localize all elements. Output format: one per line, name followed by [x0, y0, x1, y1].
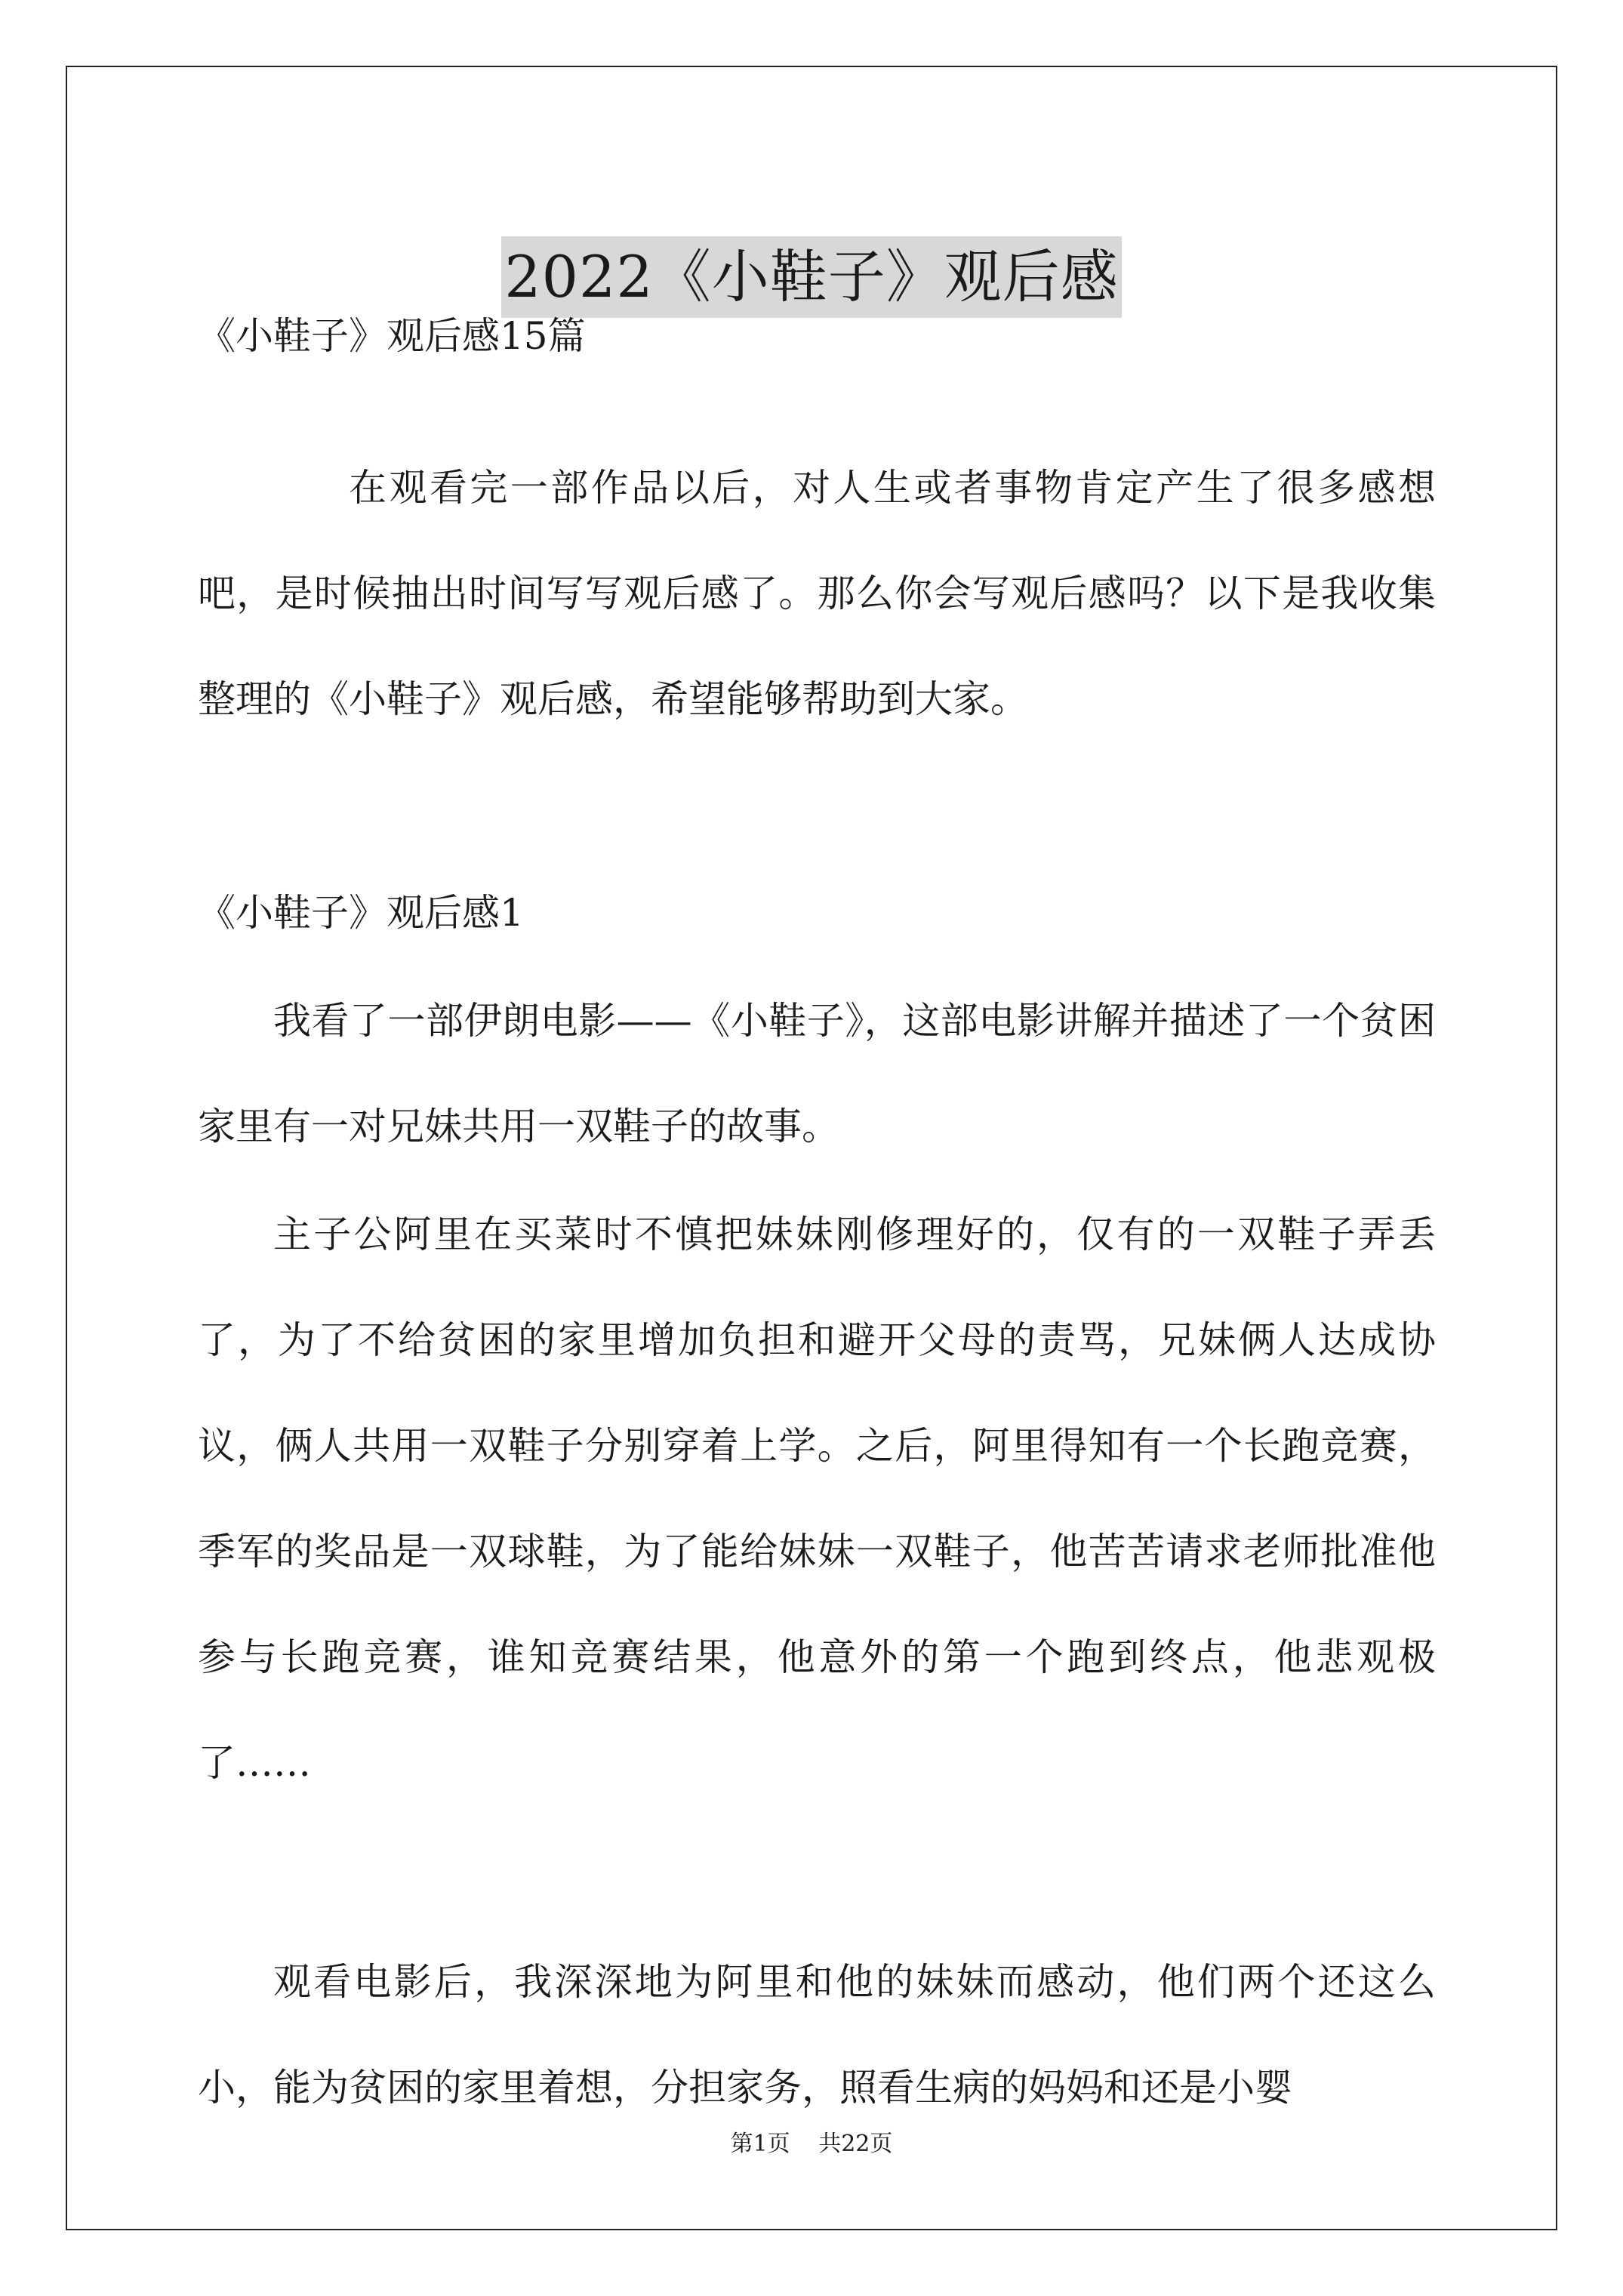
page-number-current: 第1页	[730, 2131, 790, 2157]
page-number-total: 共22页	[818, 2131, 893, 2157]
body-paragraph-2: 主子公阿里在买菜时不慎把妹妹刚修理好的，仅有的一双鞋子弄丢了，为了不给贫困的家里增加负担和避开父母的责骂，兄妹俩人达成协议，俩人共用一双鞋子分别穿着上学。之后，阿里得知有一个长跑竞赛，季军的奖品是一双球鞋，为了能给妹妹一双鞋子，他苦苦请求老师批准他参与长跑竞赛，谁知竞赛结果，他意外的第一个跑到终点，他悲观极了……	[198, 1213, 1436, 1785]
intro-paragraph: 在观看完一部作品以后，对人生或者事物肯定产生了很多感想吧，是时候抽出时间写写观后感了。那么你会写观后感吗？以下是我收集整理的《小鞋子》观后感，希望能够帮助到大家。	[198, 466, 1436, 721]
section-heading: 《小鞋子》观后感1	[198, 891, 524, 935]
document-title: 2022《小鞋子》观后感	[501, 236, 1121, 318]
page-footer	[0, 2129, 1623, 2159]
body-paragraph-3: 观看电影后，我深深地为阿里和他的妹妹而感动，他们两个还这么小，能为贫困的家里着想，分担家务，照看生病的妈妈和还是小婴	[198, 1960, 1436, 2110]
body-paragraph-1: 我看了一部伊朗电影——《小鞋子》，这部电影讲解并描述了一个贫困家里有一对兄妹共用一双鞋子的故事。	[198, 999, 1436, 1148]
document-subtitle: 《小鞋子》观后感15篇	[198, 314, 586, 358]
